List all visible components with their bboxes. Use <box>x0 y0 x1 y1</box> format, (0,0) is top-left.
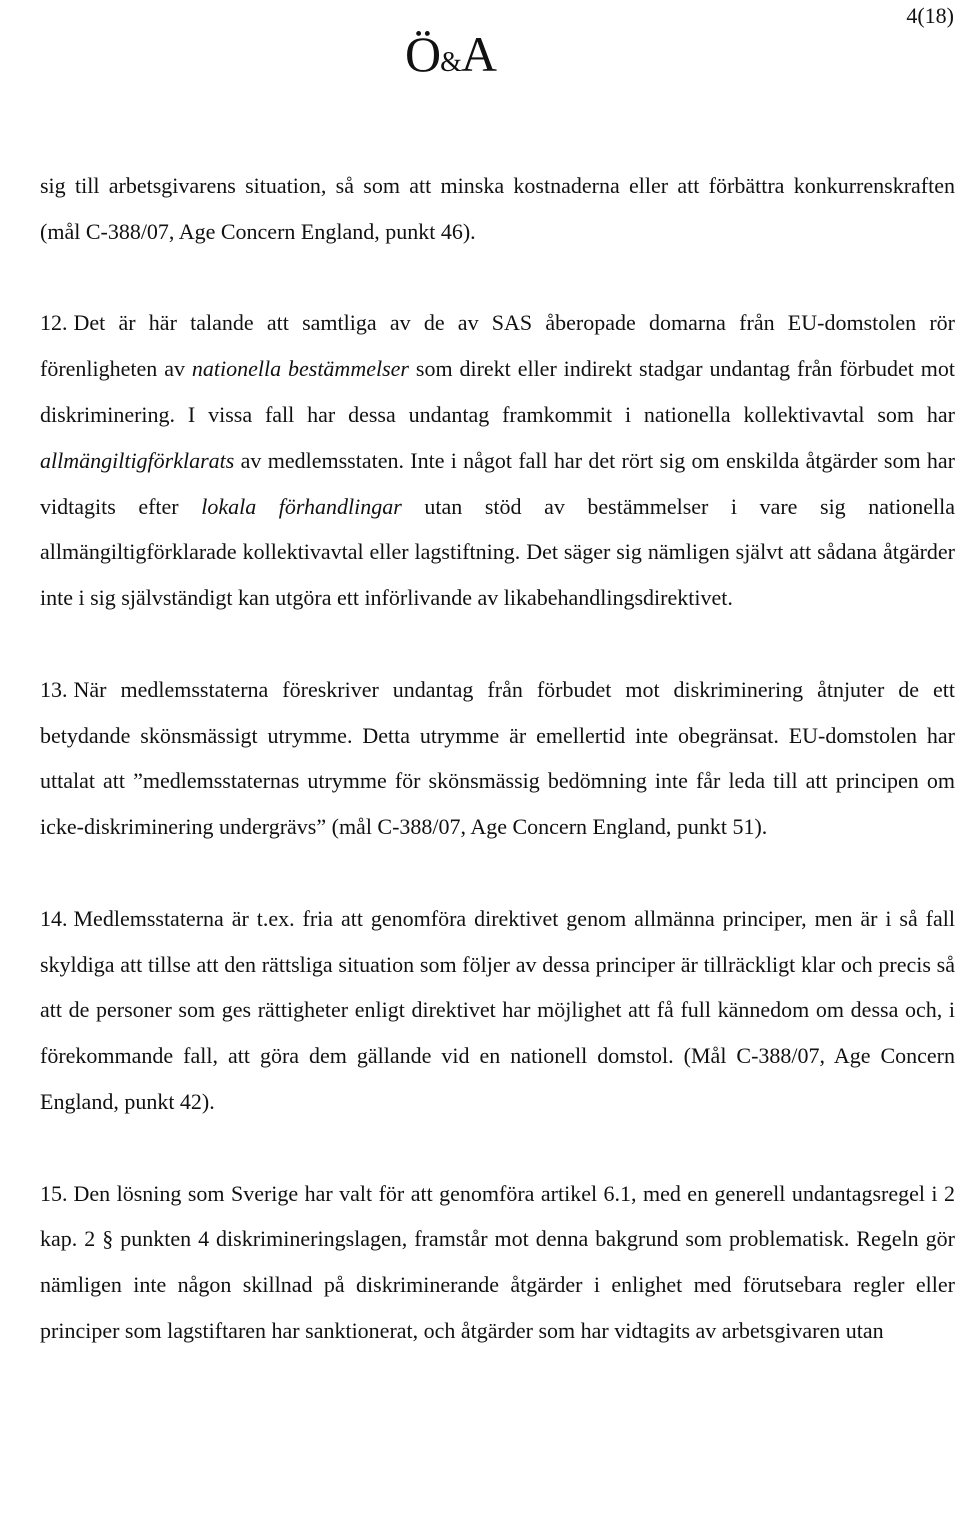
paragraph-text: utan stöd av bestämmelser i vare sig nationella allmängiltigförklarade kollektivavtal eller lagstiftning. Det säger sig nämligen självt att sådana åtgärder inte i sig självständigt kan utgöra ett införlivande av likabehandlingsdirektivet. <box>40 493 955 611</box>
paragraph-12 <box>40 300 955 621</box>
page-number: 4(18) <box>906 3 954 28</box>
paragraph-number: 13. <box>40 676 68 702</box>
paragraph-text: Medlemsstaterna är t.ex. fria att genomföra direktivet genom allmänna principer, men är i så fall skyldiga att tillse att den rättsliga situation som följer av dessa principer är tillräckligt klar och precis så att de personer som ges rättigheter enligt direktivet har möjlighet att få full kännedom om dessa och, i förekommande fall, att göra dem gällande vid en nationell domstol. (Mål C-388/07, Age Concern England, punkt 42). <box>40 905 955 1114</box>
logo-ampersand: & <box>440 47 461 78</box>
publisher-logo <box>405 26 496 91</box>
logo-letter-a: A <box>460 26 496 82</box>
paragraph-text: När medlemsstaterna föreskriver undantag från förbudet mot diskriminering åtnjuter de ett betydande skönsmässigt utrymme. Detta utrymme är emellertid inte obegränsat. EU-domstolen har uttalat att ”medlemsstaternas utrymme för skönsmässig bedömning inte får leda till att principen om icke-diskriminering undergrävs” (mål C-388/07, Age Concern England, punkt 51). <box>40 676 955 840</box>
paragraph-13 <box>40 667 955 850</box>
paragraph-text: Det är här talande att samtliga av de av SAS åberopade domarna från EU-domstolen rör förenligheten av <box>40 310 955 382</box>
document-body <box>40 163 955 1354</box>
paragraph-text: Den lösning som Sverige har valt för att genomföra artikel 6.1, med en generell undantagsregel i 2 kap. 2 § punkten 4 diskrimineringslagen, framstår mot denna bakgrund som problematisk. Regeln gör nämligen inte någon skillnad på diskriminerande åtgärder i enlighet med förutsebara regler eller principer som lagstiftaren har sanktionerat, och åtgärder som har vidtagits av arbetsgivaren utan <box>40 1180 955 1343</box>
paragraph-text: som direkt eller indirekt stadgar undantag från förbudet mot diskriminering. I vissa fall har dessa undantag framkommit i nationella kollektivavtal som har <box>40 356 955 427</box>
paragraph-text: sig till arbetsgivarens situation, så som att minska kostnaderna eller att förbättra konkurrenskraften (mål C-388/07, Age Concern England, punkt 46). <box>40 173 955 244</box>
paragraph-continued <box>40 163 955 255</box>
italic-term: lokala förhandlingar <box>201 493 402 519</box>
logo-letter-o: Ö <box>405 26 441 82</box>
paragraph-number: 12. <box>40 310 68 336</box>
italic-term: allmängiltigförklarats <box>40 447 235 473</box>
paragraph-14 <box>40 896 955 1125</box>
paragraph-text: av medlemsstaten. Inte i något fall har det rört sig om enskilda åtgärder som har vidtagits efter <box>40 447 955 519</box>
paragraph-15 <box>40 1171 955 1354</box>
paragraph-number: 15. <box>40 1180 68 1206</box>
paragraph-number: 14. <box>40 905 68 931</box>
italic-term: nationella bestämmelser <box>191 356 409 382</box>
